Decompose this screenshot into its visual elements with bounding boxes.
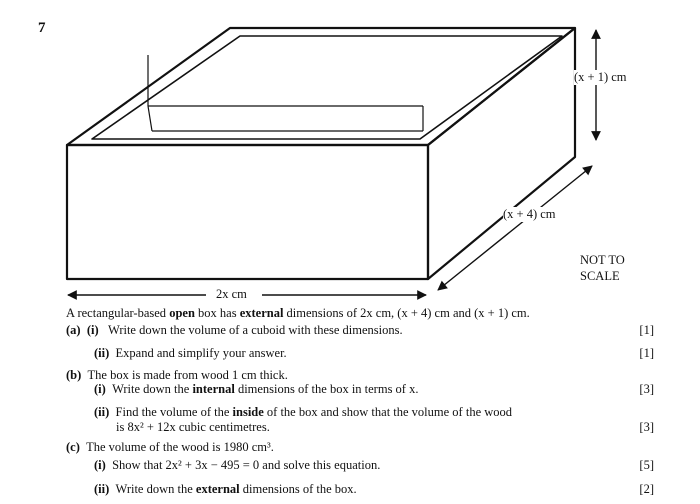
depth-label: (x + 4) cm (503, 207, 556, 221)
part-a-ii: (ii) Expand and simplify your answer. (94, 346, 287, 360)
question-number: 7 (38, 20, 46, 36)
part-b-ii-marks: [3] (639, 420, 654, 434)
box-front-face (67, 145, 428, 279)
not-to-scale-note: NOT TO SCALE (580, 253, 625, 283)
part-b-i-marks: [3] (639, 382, 654, 396)
part-b-stem: (b) The box is made from wood 1 cm thick. (66, 368, 288, 382)
part-c-ii: (ii) Write down the external dimensions of the box. (94, 482, 357, 496)
part-a-i: (a) (i) Write down the volume of a cuboid with these dimensions. (66, 323, 403, 337)
part-b-ii-line2: is 8x² + 12x cubic centimetres. (116, 420, 270, 434)
part-a-ii-marks: [1] (639, 346, 654, 360)
part-a-i-marks: [1] (639, 323, 654, 337)
question-intro: A rectangular-based open box has external dimensions of 2x cm, (x + 4) cm and (x + 1) cm. (66, 306, 530, 320)
depth-dimension-arrow (438, 166, 592, 290)
part-b-ii: (ii) Find the volume of the inside of the box and show that the volume of the wood (94, 405, 513, 419)
height-label: (x + 1) cm (574, 70, 627, 84)
width-label: 2x cm (216, 287, 247, 301)
box-top-outer-rim (67, 28, 575, 145)
part-c-i-marks: [5] (639, 458, 654, 472)
part-b-i: (i) Write down the internal dimensions of the box in terms of x. (94, 382, 419, 396)
box-side-face (428, 28, 575, 279)
part-c-stem: (c) The volume of the wood is 1980 cm³. (66, 440, 274, 454)
part-c-i: (i) Show that 2x² + 3x − 495 = 0 and solve this equation. (94, 458, 381, 472)
part-c-ii-marks: [2] (639, 482, 654, 496)
box-top-inner-rim (92, 36, 562, 139)
